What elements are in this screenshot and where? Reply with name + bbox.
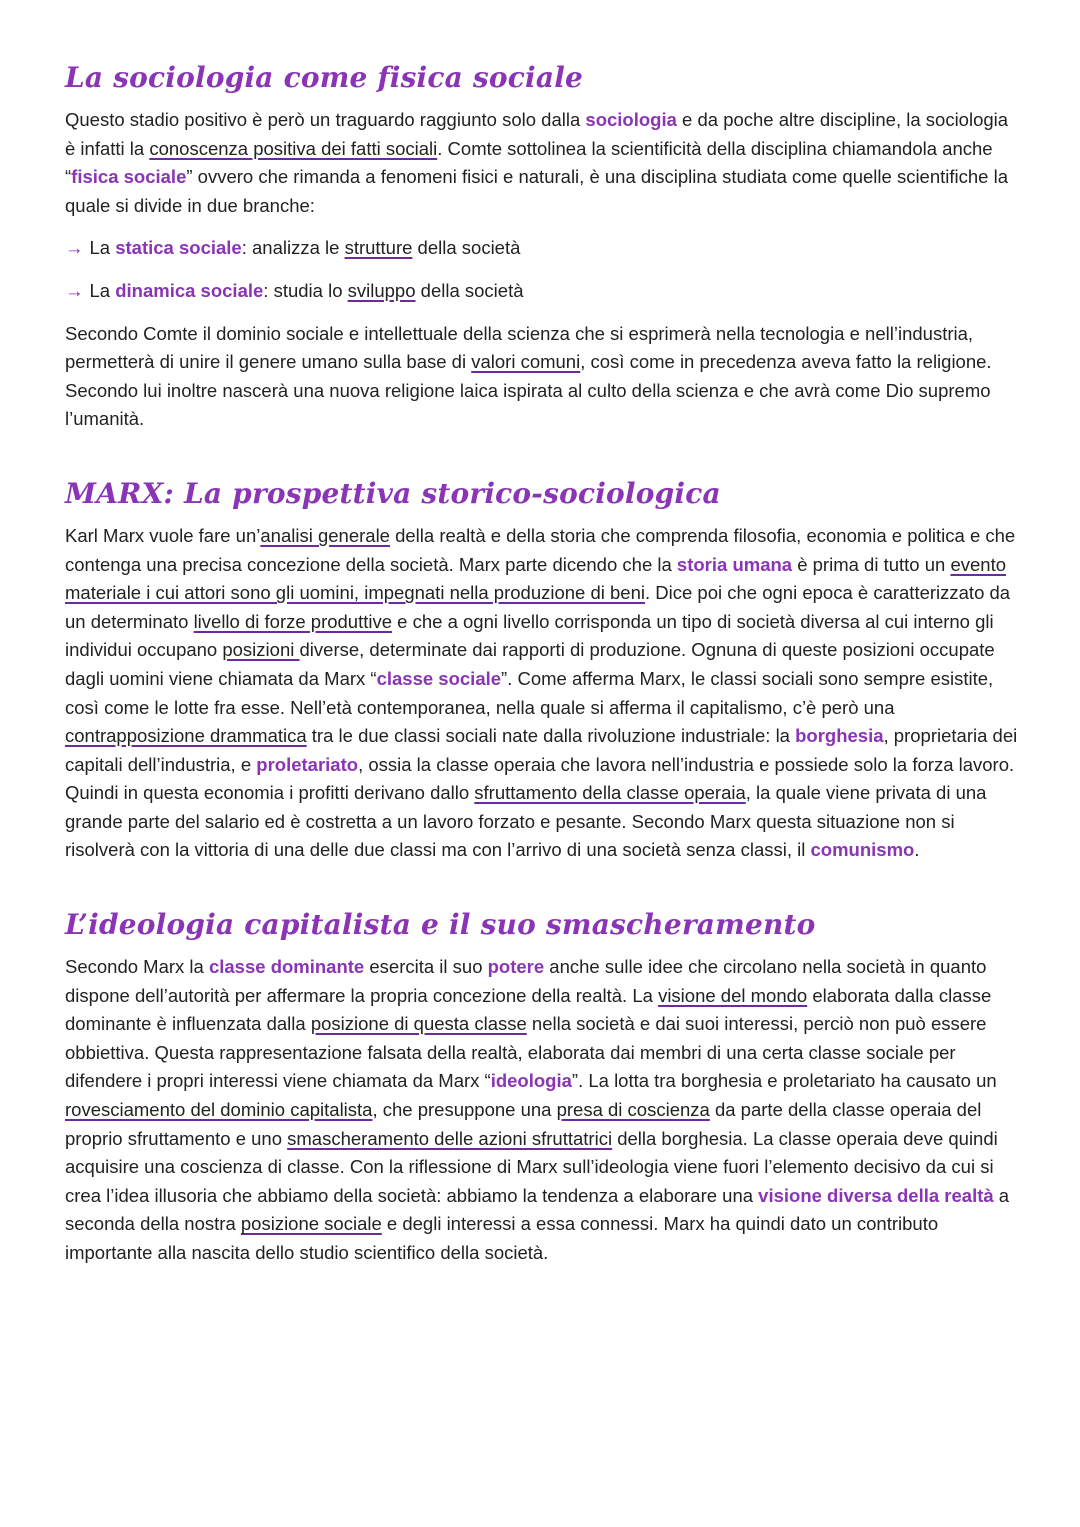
highlighted-term: storia umana (676, 553, 793, 575)
text-run: , che presuppone una (372, 1099, 557, 1121)
paragraph (65, 953, 1020, 1268)
paragraph (65, 320, 1020, 434)
highlighted-term: dinamica sociale (115, 279, 264, 301)
text-run: : studia lo (263, 279, 348, 301)
underlined-phrase: smascheramento delle azioni sfruttatrici (287, 1127, 613, 1149)
highlighted-term: classe sociale (376, 667, 502, 689)
underlined-phrase: valori comuni (471, 351, 581, 373)
underlined-phrase: posizione di questa classe (310, 1013, 527, 1035)
highlighted-term: sociologia (585, 109, 677, 130)
text-run: diverse, determinate dai rapporti di produzione. Ognuna di queste posizioni occupate dagli uomini viene chiamata da Marx “ (65, 639, 995, 689)
text-run: La (89, 279, 116, 301)
text-run: elaborata dalla classe dominante è influenzata dalla (65, 984, 992, 1035)
section-title: La sociologia come fisica sociale (65, 61, 584, 94)
highlighted-term: comunismo (810, 839, 915, 861)
underlined-phrase: sfruttamento della classe operaia (474, 782, 746, 804)
highlighted-term: classe dominante (208, 956, 365, 978)
text-run: . (914, 839, 920, 861)
section-comte (65, 58, 1020, 434)
text-run: della società (412, 237, 521, 259)
highlighted-term: fisica sociale (71, 166, 187, 188)
text-run: , la quale viene privata di una grande parte del salario ed è costretta a un lavoro forzato e pesante. Secondo Marx questa situazione non si risolverà con la vittoria di una delle due classi ma con l’arrivo di una società senza classi, il (65, 782, 987, 861)
section-ideologia (65, 905, 1020, 1268)
text-run: della realtà e della storia che comprenda filosofia, economia e politica e che contenga una precisa concezione della società. Marx parte dicendo che la (65, 524, 1016, 575)
text-run: Secondo Marx la (65, 956, 209, 978)
text-run: Questo stadio positivo è però un traguardo raggiunto solo dalla (65, 109, 586, 130)
underlined-phrase: presa di coscienza (556, 1099, 710, 1121)
underlined-phrase: conoscenza positiva dei fatti sociali (149, 137, 438, 159)
text-run: . Dice poi che ogni epoca è caratterizzato da un determinato (65, 582, 1011, 632)
text-run: , così come in precedenza aveva fatto la religione. Secondo lui inoltre nascerà una nuova religione laica ispirata al culto della scienza e che avrà come Dio supremo l’umanità. (65, 351, 992, 430)
text-run: La (89, 237, 116, 259)
underlined-phrase: posizioni (222, 639, 300, 661)
text-run: della borghesia. La classe operaia deve quindi acquisire una coscienza di classe. Con la riflessione di Marx sull’ideologia viene fuori l’elemento decisivo da cui si crea l’idea illusoria che abbiamo della società: abbiamo la tendenza a elaborare una (65, 1127, 998, 1206)
bullet-item (65, 277, 1020, 306)
text-run: e che a ogni livello corrisponda un tipo di società diversa al cui interno gli individui occupano (65, 610, 994, 661)
text-run: : analizza le (241, 237, 345, 259)
highlighted-term: ideologia (490, 1070, 572, 1092)
text-run: . Comte sottolinea la scientificità della disciplina chiamandola anche “ (65, 137, 993, 188)
bullet-text (90, 280, 524, 301)
underlined-phrase: livello di forze produttive (193, 610, 393, 632)
underlined-phrase: sviluppo (347, 279, 416, 301)
text-run: Karl Marx vuole fare un’ (65, 524, 261, 546)
section-marx (65, 474, 1020, 865)
highlighted-term: potere (487, 956, 545, 978)
text-run: ” ovvero che rimanda a fenomeni fisici e naturali, è una disciplina studiata come quelle scientifiche la quale si divide in due branche: (65, 166, 1008, 216)
bullet-item (65, 234, 1020, 263)
underlined-phrase: contrapposizione drammatica (65, 725, 307, 747)
highlighted-term: proletariato (256, 753, 359, 775)
text-run: a seconda della nostra (65, 1184, 1010, 1235)
text-run: è prima di tutto un (792, 553, 951, 575)
document-page (65, 58, 1020, 1282)
bullet-text (90, 237, 521, 258)
underlined-phrase: evento materiale i cui attori sono gli uomini, impegnati nella produzione di beni (65, 553, 1006, 604)
text-run: e da poche altre discipline, la sociologia è infatti la (65, 109, 1009, 159)
underlined-phrase: visione del mondo (658, 984, 808, 1006)
text-run: , ossia la classe operaia che lavora nell’industria e possiede solo la forza lavoro. Quindi in questa economia i profitti derivano dallo (65, 753, 1015, 804)
text-run: , proprietaria dei capitali dell’industria, e (65, 725, 1018, 775)
highlighted-term: borghesia (795, 725, 884, 747)
text-run: da parte della classe operaia del proprio sfruttamento e uno (65, 1099, 982, 1149)
highlighted-term: statica sociale (115, 237, 242, 259)
underlined-phrase: posizione sociale (240, 1213, 382, 1235)
text-run: della società (415, 279, 524, 301)
text-run: tra le due classi sociali nate dalla rivoluzione industriale: la (306, 725, 796, 747)
text-run: anche sulle idee che circolano nella società in quanto dispone dell’autorità per affermare la propria concezione della realtà. La (65, 956, 987, 1006)
underlined-phrase: rovesciamento del dominio capitalista (65, 1099, 373, 1121)
text-run: ”. La lotta tra borghesia e proletariato ha causato un (571, 1070, 997, 1092)
text-run: esercita il suo (364, 956, 488, 978)
paragraph (65, 522, 1020, 865)
underlined-phrase: analisi generale (260, 524, 390, 546)
underlined-phrase: strutture (344, 237, 413, 259)
arrow-right-icon: → (65, 237, 84, 259)
text-run: ”. Come afferma Marx, le classi sociali sono sempre esistite, così come le lotte fra esse. Nell’età contemporanea, nella quale si afferma il capitalismo, c’è però una (65, 667, 994, 718)
text-run: e degli interessi a essa connessi. Marx ha quindi dato un contributo importante alla nascita dello studio scientifico della società. (65, 1213, 939, 1263)
paragraph (65, 106, 1020, 220)
highlighted-term: visione diversa della realtà (758, 1184, 994, 1206)
text-run: nella società e dai suoi interessi, perciò non può essere obbiettiva. Questa rappresentazione falsata della realtà, elaborata dai membri di una certa classe sociale per difendere i propri interessi viene chiamata da Marx “ (65, 1013, 987, 1092)
text-run: Secondo Comte il dominio sociale e intellettuale della scienza che si esprimerà nella tecnologia e nell’industria, permetterà di unire il genere umano sulla base di (65, 322, 974, 373)
section-title: MARX: La prospettiva storico-sociologica (65, 476, 721, 510)
section-title: L’ideologia capitalista e il suo smascheramento (65, 908, 816, 942)
arrow-right-icon: → (65, 279, 84, 301)
